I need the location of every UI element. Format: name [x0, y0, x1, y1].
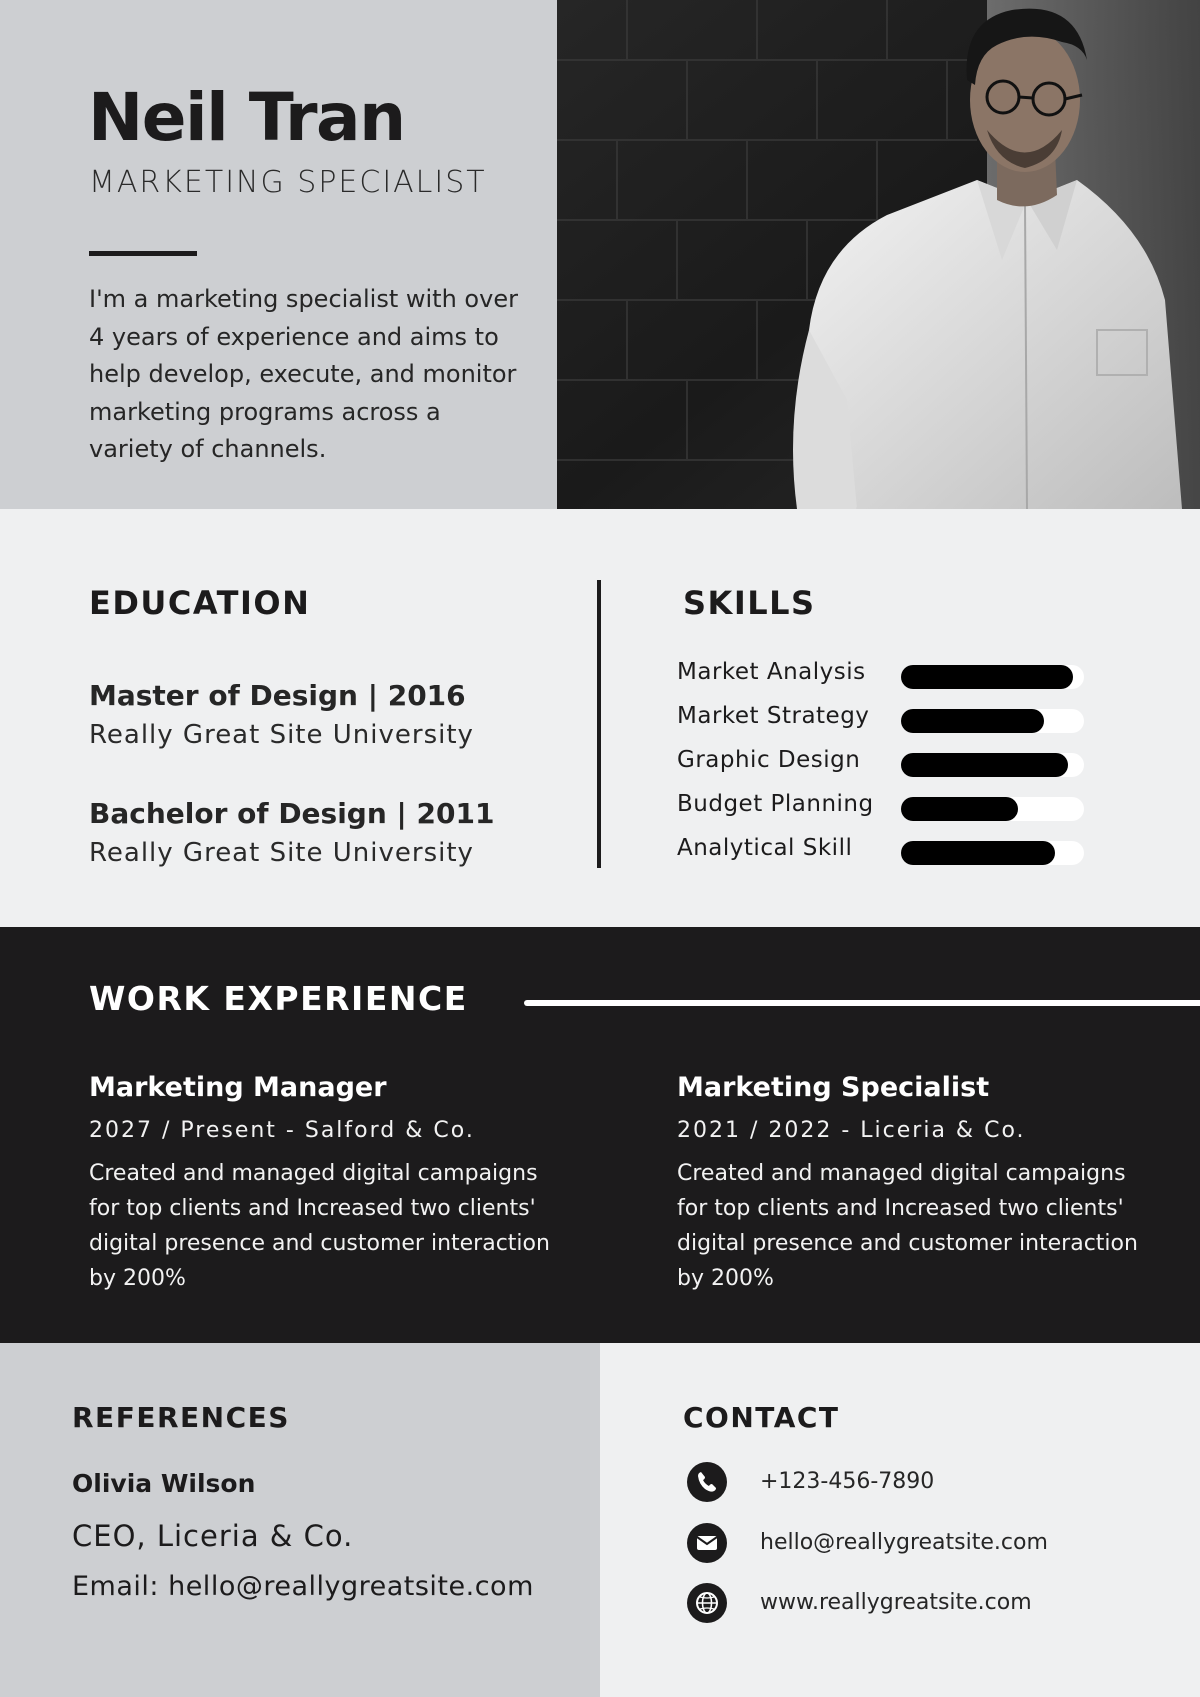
header-divider — [89, 251, 197, 256]
skill-bar-track — [901, 665, 1084, 689]
header-section — [0, 0, 1200, 509]
skill-bar-fill — [901, 797, 1018, 821]
skill-bar-track — [901, 841, 1084, 865]
contact-website — [687, 1583, 1167, 1623]
skill-row — [677, 788, 1097, 828]
contact-email — [687, 1523, 1167, 1563]
section-divider-vertical — [597, 580, 601, 868]
education-degree: Bachelor of Design | 2011 — [89, 797, 495, 830]
education-heading: EDUCATION — [89, 584, 311, 622]
contact-phone-text[interactable]: +123-456-7890 — [760, 1469, 935, 1494]
email-icon — [687, 1523, 727, 1563]
references-heading: REFERENCES — [72, 1401, 290, 1434]
education-school: Really Great Site University — [89, 720, 474, 750]
profile-photo — [557, 0, 1200, 509]
skill-row — [677, 832, 1097, 872]
work-experience-section — [0, 927, 1200, 1343]
skill-bar-fill — [901, 709, 1044, 733]
contact-phone — [687, 1462, 1167, 1502]
education-skills-section — [0, 509, 1200, 927]
globe-icon — [687, 1583, 727, 1623]
job-title: Marketing Specialist — [677, 1072, 990, 1103]
skill-row — [677, 744, 1097, 784]
job-entry — [677, 1068, 1147, 1296]
job-dates-company: 2027 / Present - Salford & Co. — [89, 1118, 475, 1143]
profile-summary: I'm a marketing specialist with over 4 years of experience and aims to help develop, execute, and monitor marketing programs across a variety of channels. — [89, 285, 518, 463]
reference-name: Olivia Wilson — [72, 1469, 256, 1498]
job-dates-company: 2021 / 2022 - Liceria & Co. — [677, 1118, 1026, 1143]
skills-heading: SKILLS — [683, 584, 816, 622]
skill-label: Graphic Design — [677, 747, 861, 773]
job-description: Created and managed digital campaigns for top clients and Increased two clients' digital presence and customer interaction by 200% — [89, 1161, 550, 1291]
contact-heading: CONTACT — [683, 1401, 840, 1434]
contact-section — [600, 1343, 1200, 1697]
reference-email: Email: hello@reallygreatsite.com — [72, 1571, 534, 1602]
work-experience-heading: WORK EXPERIENCE — [89, 979, 468, 1018]
education-item — [89, 794, 494, 872]
phone-icon — [687, 1462, 727, 1502]
job-entry — [89, 1068, 559, 1296]
skill-bar-track — [901, 753, 1084, 777]
job-title: Marketing Manager — [89, 1072, 387, 1103]
skill-label: Market Analysis — [677, 659, 866, 685]
contact-email-text[interactable]: hello@reallygreatsite.com — [760, 1530, 1048, 1555]
references-section — [0, 1343, 600, 1697]
skill-bar-fill — [901, 841, 1055, 865]
education-item — [89, 676, 474, 754]
header-intro-panel — [0, 0, 557, 509]
job-role: MARKETING SPECIALIST — [89, 165, 487, 200]
person-name: Neil Tran — [88, 79, 405, 156]
education-degree: Master of Design | 2016 — [89, 679, 466, 712]
skill-bar-track — [901, 709, 1084, 733]
contact-website-text[interactable]: www.reallygreatsite.com — [760, 1590, 1032, 1615]
education-school: Really Great Site University — [89, 838, 474, 868]
skill-label: Analytical Skill — [677, 835, 853, 861]
skill-bar-fill — [901, 753, 1068, 777]
skill-row — [677, 700, 1097, 740]
job-description: Created and managed digital campaigns for top clients and Increased two clients' digital presence and customer interaction by 200% — [677, 1161, 1138, 1291]
skill-bar-track — [901, 797, 1084, 821]
skill-bar-fill — [901, 665, 1073, 689]
work-heading-rule — [524, 1000, 1200, 1006]
skill-label: Budget Planning — [677, 791, 874, 817]
skill-row — [677, 656, 1097, 696]
skill-label: Market Strategy — [677, 703, 870, 729]
reference-role: CEO, Liceria & Co. — [72, 1519, 354, 1553]
